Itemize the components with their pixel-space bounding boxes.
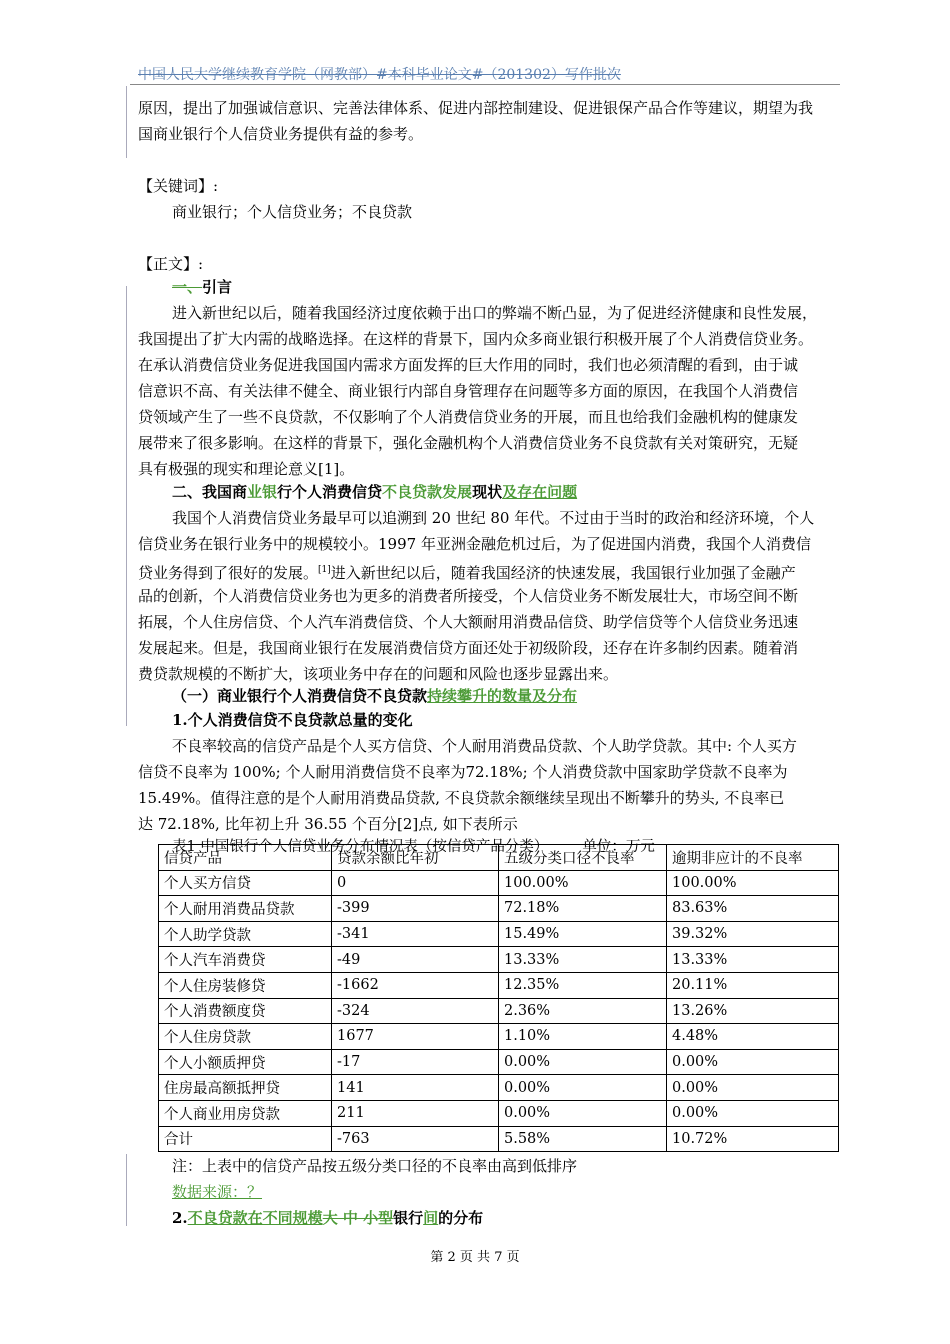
section-heading-intro xyxy=(172,275,897,301)
paragraph-line: 15.49%。值得注意的是个人耐用消费品贷款, 不良贷款余额继续呈现出不断攀升的势头, 不良率已 xyxy=(138,789,785,807)
table-unit: 单位：万元 xyxy=(582,839,655,855)
table-cell: 15.49% xyxy=(499,921,667,947)
subsection-heading: （一）商业银行个人消费信贷不良贷款持续攀升的数量及分布 xyxy=(172,687,578,705)
table-cell: 39.32% xyxy=(667,921,839,947)
paragraph-line: 信意识不高、有关法律不健全、商业银行内部自身管理存在问题等多方面的原因，在我国个人消费信 xyxy=(138,382,799,400)
table-cell: 个人商业用房贷款 xyxy=(159,1100,332,1126)
table-cell: 0.00% xyxy=(499,1075,667,1101)
footnote-ref[interactable]: [1] xyxy=(318,565,331,575)
header-rule xyxy=(130,84,840,85)
table-row xyxy=(159,1075,839,1101)
table-cell: 10.72% xyxy=(667,1126,839,1152)
paragraph-line: 不良率较高的信贷产品是个人买方信贷、个人耐用消费品贷款、个人助学贷款。其中: 个人买方 xyxy=(172,737,797,755)
table-row xyxy=(159,972,839,998)
table-cell: 0.00% xyxy=(667,1100,839,1126)
table-cell: -17 xyxy=(332,1049,499,1075)
paragraph-line: 贷业务得到了很好的发展。[1]进入新世纪以后，随着我国经济的快速发展，我国银行业加强了金融产 xyxy=(138,564,796,582)
table-header-cell: 逾期非应计的不良率 xyxy=(667,845,839,871)
table-cell: 0.00% xyxy=(499,1049,667,1075)
table-cell: -399 xyxy=(332,896,499,922)
table-cell: 0.00% xyxy=(667,1075,839,1101)
revision-bar xyxy=(126,86,127,158)
page-footer: 第 2 页 共 7 页 xyxy=(430,1250,520,1265)
table-cell: 100.00% xyxy=(667,870,839,896)
table-cell: 83.63% xyxy=(667,896,839,922)
paragraph-line: 达 72.18%, 比年初上升 36.55 个百分[2]点, 如下表所示 xyxy=(138,815,518,833)
table-header-cell: 贷款余额比年初 xyxy=(332,845,499,871)
revision-bar xyxy=(126,286,127,726)
abstract-line: 国商业银行个人信贷业务提供有益的参考。 xyxy=(138,125,424,143)
table-cell: 141 xyxy=(332,1075,499,1101)
item-heading: 1.个人消费信贷不良贷款总量的变化 xyxy=(172,711,413,729)
table-header-row xyxy=(159,845,839,871)
paragraph-line: 在承认消费信贷业务促进我国国内需求方面发挥的巨大作用的同时，我们也必须清醒的看到，由于诚 xyxy=(138,356,799,374)
page-header: 中国人民大学继续教育学院（网教部）#本科毕业论文#（201302）写作批次 xyxy=(138,67,621,83)
paragraph-line: 发展起来。但是，我国商业银行在发展消费信贷方面还处于初级阶段，还存在许多制约因素。随着消 xyxy=(138,639,799,657)
paragraph-line: 品的创新，个人消费信贷业务也为更多的消费者所接受，个人信贷业务不断发展壮大，市场空间不断 xyxy=(138,587,799,605)
table-cell: 1.10% xyxy=(499,1024,667,1050)
table-cell: 个人买方信贷 xyxy=(159,870,332,896)
paragraph-line: 展带来了很多影响。在这样的背景下，强化金融机构个人消费信贷业务不良贷款有关对策研究，无疑 xyxy=(138,434,799,452)
table-cell: 个人消费额度贷 xyxy=(159,998,332,1024)
table-header-cell: 信贷产品 xyxy=(159,845,332,871)
paragraph-line: 信贷业务在银行业务中的规模较小。1997 年亚洲金融危机过后，为了促进国内消费，我国个人消费信 xyxy=(138,535,811,553)
table-cell: 2.36% xyxy=(499,998,667,1024)
table-row xyxy=(159,870,839,896)
paragraph-line: 贷领域产生了一些不良贷款，不仅影响了个人消费信贷业务的开展，而且也给我们金融机构的健康发 xyxy=(138,408,799,426)
credit-distribution-table xyxy=(158,844,839,1152)
table-cell: 个人助学贷款 xyxy=(159,921,332,947)
table-cell: 个人小额质押贷 xyxy=(159,1049,332,1075)
table-cell: -341 xyxy=(332,921,499,947)
table-row xyxy=(159,896,839,922)
keywords-label: 【关键词】: xyxy=(138,177,219,195)
table-row xyxy=(159,1126,839,1152)
table-note: 注：上表中的信贷产品按五级分类口径的不良率由高到低排序 xyxy=(172,1157,578,1175)
table-row xyxy=(159,1100,839,1126)
keywords-text: 商业银行；个人信贷业务；不良贷款 xyxy=(172,203,413,221)
section-title: 引言 xyxy=(202,278,233,296)
table-cell: 4.48% xyxy=(667,1024,839,1050)
data-source: 数据来源：？ xyxy=(172,1183,263,1201)
paragraph-line: 具有极强的现实和理论意义[1]。 xyxy=(138,460,355,478)
table-row xyxy=(159,1024,839,1050)
table-row xyxy=(159,1049,839,1075)
paragraph-line: 信贷不良率为 100%; 个人耐用消费信贷不良率为72.18%; 个人消费贷款中国家助学贷款不良率为 xyxy=(138,763,788,781)
abstract-line: 原因，提出了加强诚信意识、完善法律体系、促进内部控制建设、促进银保产品合作等建议，期望为我 xyxy=(138,99,814,117)
table-header-cell: 五级分类口径不良率 xyxy=(499,845,667,871)
table-cell: -763 xyxy=(332,1126,499,1152)
deleted-numbering: 一、 xyxy=(172,278,203,296)
item-heading-2: 2.不良贷款在不同规模大 中 小型银行间的分布 xyxy=(172,1209,484,1227)
table-caption: 表1 中国银行个人信贷业务分布情况表（按信贷产品分类） 单位：万元 xyxy=(172,839,655,855)
table-row xyxy=(159,921,839,947)
body-label: 【正文】: xyxy=(138,255,204,273)
paragraph-line: 费贷款规模的不断扩大，该项业务中存在的问题和风险也逐步显露出来。 xyxy=(138,665,619,683)
table-cell: 20.11% xyxy=(667,972,839,998)
table-row xyxy=(159,998,839,1024)
table-cell: 13.33% xyxy=(667,947,839,973)
table-cell: 12.35% xyxy=(499,972,667,998)
table-cell: 个人住房装修贷 xyxy=(159,972,332,998)
table-cell: 72.18% xyxy=(499,896,667,922)
table-cell: 13.33% xyxy=(499,947,667,973)
paragraph-line: 拓展，个人住房信贷、个人汽车消费信贷、个人大额耐用消费品信贷、助学信贷等个人信贷业务迅速 xyxy=(138,613,799,631)
table-row xyxy=(159,947,839,973)
table-cell: 住房最高额抵押贷 xyxy=(159,1075,332,1101)
paragraph-line: 进入新世纪以后，随着我国经济过度依赖于出口的弊端不断凸显，为了促进经济健康和良性发展， xyxy=(172,304,818,322)
table-cell: 个人耐用消费品贷款 xyxy=(159,896,332,922)
table-cell: 100.00% xyxy=(499,870,667,896)
table-cell: 0 xyxy=(332,870,499,896)
table-cell: -1662 xyxy=(332,972,499,998)
paragraph-line: 我国提出了扩大内需的战略选择。在这样的背景下，国内众多商业银行积极开展了个人消费信贷业务。 xyxy=(138,330,814,348)
table-cell: 个人住房贷款 xyxy=(159,1024,332,1050)
table-cell: -324 xyxy=(332,998,499,1024)
table-cell: -49 xyxy=(332,947,499,973)
table-cell: 个人汽车消费贷 xyxy=(159,947,332,973)
table-cell: 1677 xyxy=(332,1024,499,1050)
table-cell: 合计 xyxy=(159,1126,332,1152)
paragraph-line: 我国个人消费信贷业务最早可以追溯到 20 世纪 80 年代。不过由于当时的政治和经济环境，个人 xyxy=(172,509,815,527)
table-cell: 0.00% xyxy=(499,1100,667,1126)
revision-bar xyxy=(126,1154,127,1226)
table-cell: 211 xyxy=(332,1100,499,1126)
table-cell: 0.00% xyxy=(667,1049,839,1075)
table-cell: 5.58% xyxy=(499,1126,667,1152)
table-cell: 13.26% xyxy=(667,998,839,1024)
section-heading-status: 二、我国商业银行个人消费信贷不良贷款发展现状及存在问题 xyxy=(172,483,578,501)
